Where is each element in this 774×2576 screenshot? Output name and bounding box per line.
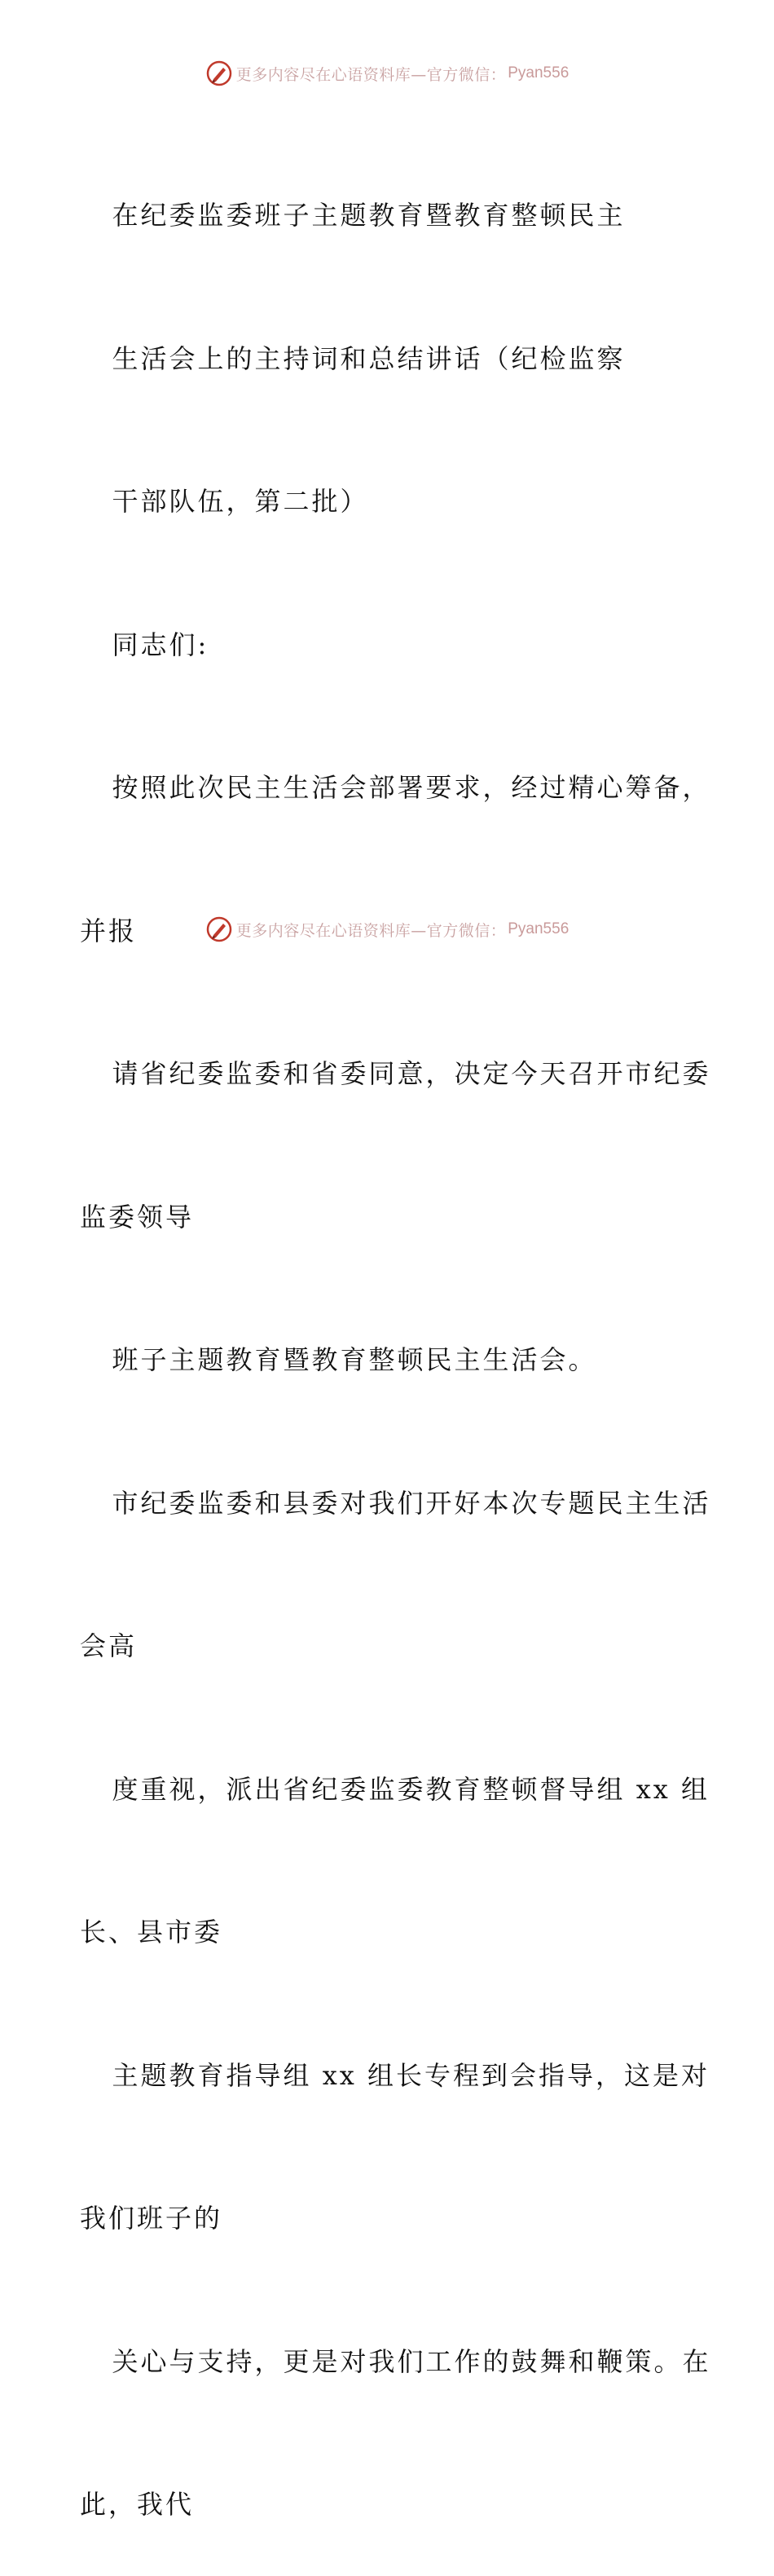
body-line: 我们班子的 bbox=[80, 2203, 223, 2234]
body-line: 会高 bbox=[80, 1630, 138, 1661]
body-line: 市纪委监委和县委对我们开好本次专题民主生活 bbox=[80, 1487, 711, 1519]
footer-watermark-banner bbox=[0, 913, 774, 946]
body-line: 长、县市委 bbox=[80, 1917, 223, 1947]
pen-logo-icon bbox=[205, 60, 233, 87]
banner-wechat-id: Pyan556 bbox=[508, 920, 570, 937]
body-line: 主题教育指导组 xx 组长专程到会指导，这是对 bbox=[80, 2059, 710, 2091]
body-line: 班子主题教育暨教育整顿民主生活会。 bbox=[80, 1344, 597, 1375]
salutation: 同志们: bbox=[80, 629, 209, 660]
body-line: 并报 bbox=[80, 915, 138, 946]
body-line: 请省纪委监委和省委同意，决定今天召开市纪委 bbox=[80, 1058, 711, 1089]
body-line: 度重视，派出省纪委监委教育整顿督导组 xx 组 bbox=[80, 1773, 710, 1805]
body-line: 按照此次民主生活会部署要求，经过精心筹备， bbox=[80, 772, 711, 803]
banner-wechat-id: Pyan556 bbox=[508, 64, 570, 82]
header-watermark-banner bbox=[0, 57, 774, 90]
pen-logo-icon bbox=[205, 915, 233, 943]
body-line: 此，我代 bbox=[80, 2489, 195, 2520]
document-body bbox=[80, 96, 711, 2576]
banner-text: 更多内容尽在心语资料库—官方微信： bbox=[235, 921, 507, 940]
body-line: 关心与支持，更是对我们工作的鼓舞和鞭策。在 bbox=[80, 2345, 711, 2377]
title-line-2: 生活会上的主持词和总结讲话（纪检监察 bbox=[80, 342, 626, 374]
body-line: 监委领导 bbox=[80, 1201, 195, 1233]
title-line-1: 在纪委监委班子主题教育暨教育整顿民主 bbox=[80, 200, 626, 231]
banner-text: 更多内容尽在心语资料库—官方微信： bbox=[235, 65, 507, 84]
title-line-3: 干部队伍，第二批） bbox=[80, 486, 369, 517]
